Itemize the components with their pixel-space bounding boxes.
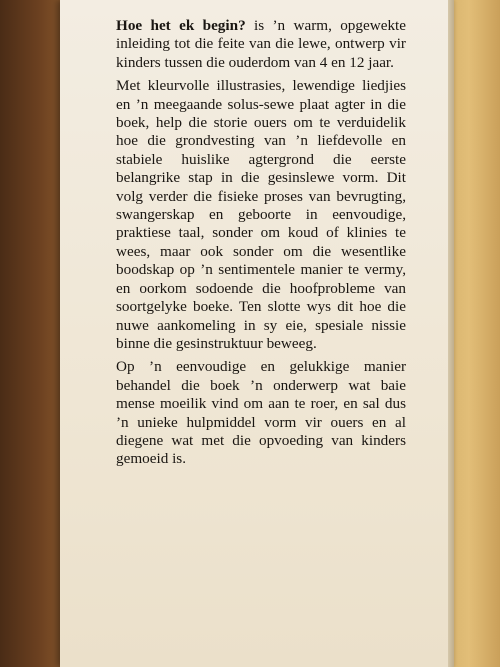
blurb-lead-title: Hoe het ek begin? xyxy=(116,17,246,34)
blurb-paragraph-1 xyxy=(116,17,406,72)
blurb-paragraph-2: Met kleurvolle illustrasies, lewendige liedjies en ’n meegaande solus-sewe plaat agter in die boek, help die storie ouers om te verduidelik hoe die grondvesting van ’n liefdevolle en stabiele huislike agtergrond die eerste belangrike stap in die gesinslewe vorm. Dit volg verder die fisieke proses van bevrugting, swangerskap en geboorte in eenvoudige, praktiese taal, sonder om koud of klinies te wees, maar ook sonder om die wesentlike boodskap op ’n sentimentele manier te vermy, en oorkom sodoende die hoofprobleme van soortgelyke boeke. Ten slotte wys dit hoe die nuwe aankomeling in sy eie, spesiale nissie binne die gesinstruktuur beweeg. xyxy=(116,77,406,352)
blurb-paragraph-1-rest: is ’n warm, opgewekte inleiding tot die feite van die lewe, ontwerp vir kinders tussen die ouderdom van 4 en 12 jaar. xyxy=(116,17,406,71)
book-back-cover xyxy=(60,0,452,667)
wooden-background-right xyxy=(448,0,500,667)
blurb-text xyxy=(116,17,406,474)
blurb-paragraph-3: Op ’n eenvoudige en gelukkige manier behandel die boek ’n onderwerp wat baie mense moeilik vind om aan te roer, en sal dus ’n unieke hulpmiddel vorm vir ouers en al diegene wat met die opvoeding van kinders gemoeid is. xyxy=(116,358,406,468)
page-edge xyxy=(448,0,454,667)
